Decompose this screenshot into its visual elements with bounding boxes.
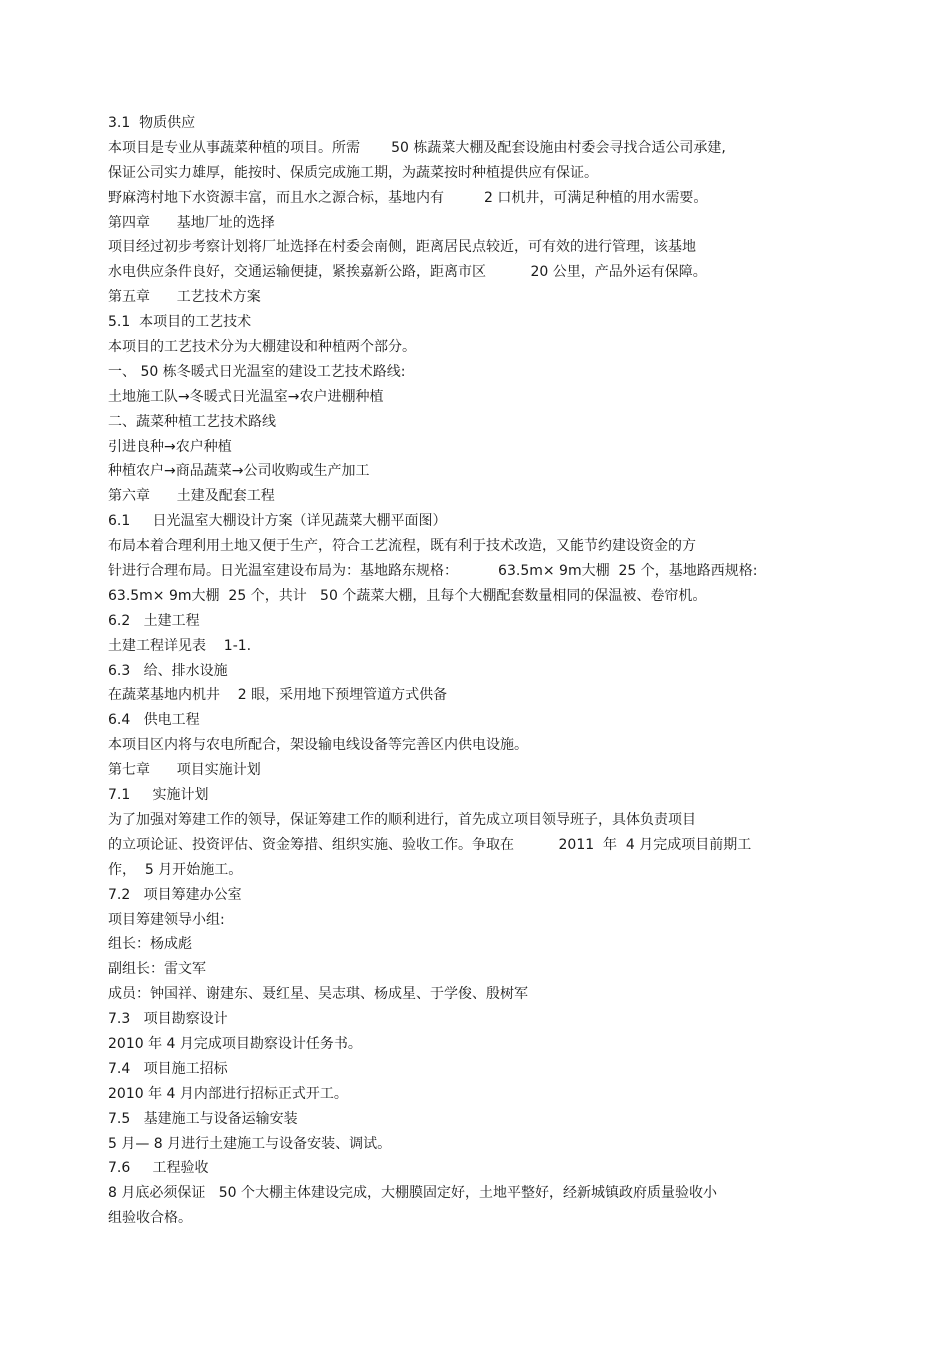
document-body xyxy=(108,111,838,1231)
paragraph-line: 土建工程详见表 1-1. xyxy=(108,637,252,654)
section-heading-7-3: 7.3 项目勘察设计 xyxy=(108,1011,228,1028)
chapter-heading-6: 第六章 土建及配套工程 xyxy=(108,488,275,505)
paragraph-line: 项目经过初步考察计划将厂址选择在村委会南侧，距离居民点较近，可有效的进行管理，该基地 xyxy=(108,239,696,256)
paragraph-line: 2010 年 4 月完成项目勘察设计任务书。 xyxy=(108,1035,362,1052)
paragraph-line: 在蔬菜基地内机井 2 眼，采用地下预埋管道方式供备 xyxy=(108,687,448,704)
section-heading-7-1: 7.1 实施计划 xyxy=(108,787,209,804)
paragraph-line: 项目筹建领导小组: xyxy=(108,911,225,928)
chapter-heading-5: 第五章 工艺技术方案 xyxy=(108,289,261,306)
section-heading-3-1: 3.1 物质供应 xyxy=(108,115,196,131)
section-heading-6-4: 6.4 供电工程 xyxy=(108,712,200,729)
section-heading-5-1: 5.1 本项目的工艺技术 xyxy=(108,314,252,331)
chapter-heading-4: 第四章 基地厂址的选择 xyxy=(108,214,275,231)
paragraph-line: 组长：杨成彪 xyxy=(108,936,192,953)
paragraph-line: 的立项论证、投资评估、资金筹措、组织实施、验收工作。争取在 2011 年 4 月完成项目前期工 xyxy=(108,836,752,853)
paragraph-line: 为了加强对筹建工作的领导，保证筹建工作的顺利进行，首先成立项目领导班子，具体负责项目 xyxy=(108,811,696,828)
paragraph-line: 保证公司实力雄厚，能按时、保质完成施工期，为蔬菜按时种植提供应有保证。 xyxy=(108,164,598,181)
section-heading-7-4: 7.4 项目施工招标 xyxy=(108,1060,228,1077)
paragraph-line: 2010 年 4 月内部进行招标正式开工。 xyxy=(108,1085,348,1102)
paragraph-line: 63.5m× 9m大棚 25 个，共计 50 个蔬菜大棚，且每个大棚配套数量相同的保温被、卷帘机。 xyxy=(108,587,707,604)
paragraph-line: 成员：钟国祥、谢建东、聂红星、吴志琪、杨成星、于学俊、殷树军 xyxy=(108,986,528,1003)
paragraph-line: 土地施工队→冬暖式日光温室→农户进棚种植 xyxy=(108,388,384,405)
paragraph-line: 本项目是专业从事蔬菜种植的项目。所需 50 栋蔬菜大棚及配套设施由村委会寻找合适公司承建, xyxy=(108,139,726,156)
paragraph-line: 副组长：雷文军 xyxy=(108,961,206,978)
paragraph-line: 组验收合格。 xyxy=(108,1210,192,1227)
paragraph-line: 5 月— 8 月进行土建施工与设备安装、调试。 xyxy=(108,1135,392,1152)
paragraph-line: 二、蔬菜种植工艺技术路线 xyxy=(108,413,276,430)
paragraph-line: 一、 50 栋冬暖式日光温室的建设工艺技术路线: xyxy=(108,363,406,380)
paragraph-line: 布局本着合理利用土地又便于生产，符合工艺流程，既有利于技术改造，又能节约建设资金的方 xyxy=(108,538,696,555)
section-heading-7-6: 7.6 工程验收 xyxy=(108,1160,209,1177)
section-heading-7-5: 7.5 基建施工与设备运输安装 xyxy=(108,1110,298,1127)
paragraph-line: 种植农户→商品蔬菜→公司收购或生产加工 xyxy=(108,463,370,480)
section-heading-6-3: 6.3 给、排水设施 xyxy=(108,662,228,679)
paragraph-line: 野麻湾村地下水资源丰富，而且水之源合标，基地内有 2 口机井，可满足种植的用水需要。 xyxy=(108,189,708,206)
paragraph-line: 引进良种→农户种植 xyxy=(108,438,232,455)
paragraph-line: 针进行合理布局。日光温室建设布局为：基地路东规格： 63.5m× 9m大棚 25 个，基地路西规格: xyxy=(108,563,758,580)
paragraph-line: 8 月底必须保证 50 个大棚主体建设完成，大棚膜固定好，土地平整好，经新城镇政府质量验收小 xyxy=(108,1185,717,1202)
section-heading-6-2: 6.2 土建工程 xyxy=(108,612,200,629)
paragraph-line: 作， 5 月开始施工。 xyxy=(108,861,243,878)
chapter-heading-7: 第七章 项目实施计划 xyxy=(108,762,261,779)
section-heading-7-2: 7.2 项目筹建办公室 xyxy=(108,886,242,903)
paragraph-line: 水电供应条件良好，交通运输便捷，紧挨嘉新公路，距离市区 20 公里，产品外运有保障。 xyxy=(108,264,707,281)
section-heading-6-1: 6.1 日光温室大棚设计方案（详见蔬菜大棚平面图） xyxy=(108,513,447,530)
paragraph-line: 本项目区内将与农电所配合，架设输电线设备等完善区内供电设施。 xyxy=(108,737,528,754)
paragraph-line: 本项目的工艺技术分为大棚建设和种植两个部分。 xyxy=(108,339,416,356)
